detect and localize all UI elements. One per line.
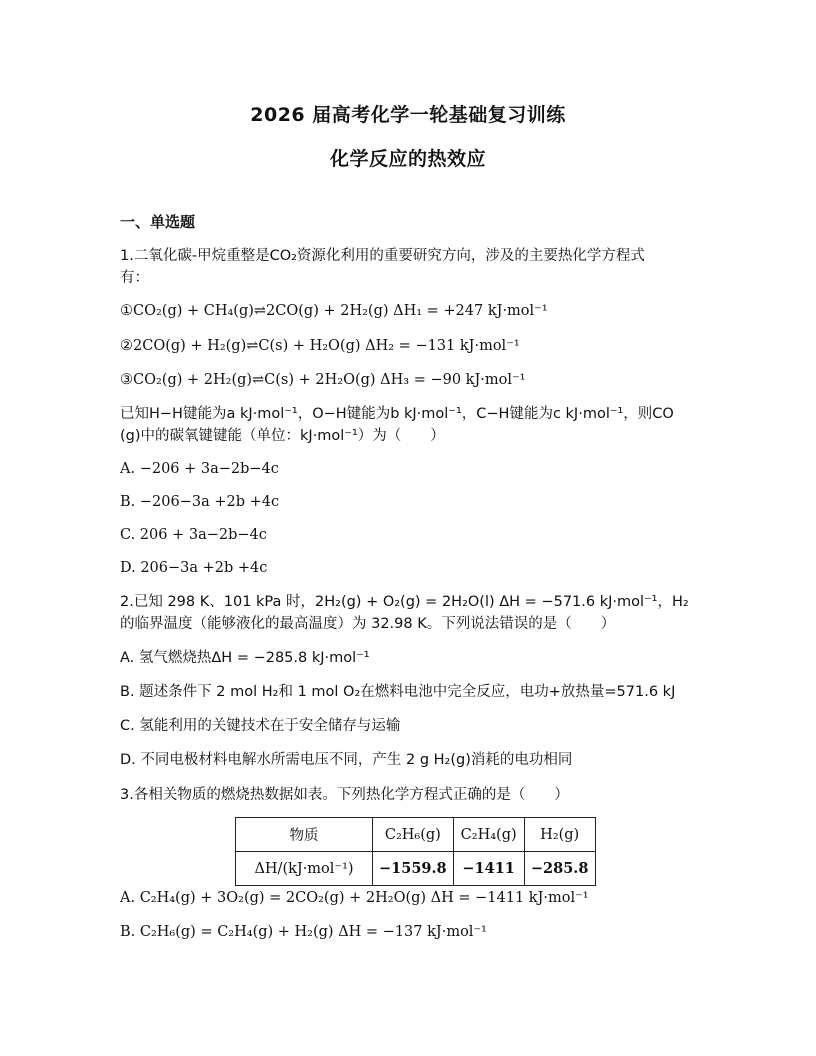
q1-equation-2: ②2CO(g) + H₂(g)⇌C(s) + H₂O(g) ΔH₂ = −131 kJ·mol⁻¹ xyxy=(120,338,520,354)
q1-stem-line1: 1.二氧化碳-甲烷重整是CO₂资源化利用的重要研究方向，涉及的主要热化学方程式 xyxy=(120,248,645,264)
q1-option-b: B. −206−3a +2b +4c xyxy=(120,494,280,510)
q1-given-line1: 已知H−H键能为a kJ·mol⁻¹，O−H键能为b kJ·mol⁻¹，C−H键能为c kJ·mol⁻¹，则CO xyxy=(120,406,674,422)
table-cell: −1411 xyxy=(453,852,524,886)
q3-option-b: B. C₂H₆(g) = C₂H₄(g) + H₂(g) ΔH = −137 kJ·mol⁻¹ xyxy=(120,924,487,940)
table-header-cell: 物质 xyxy=(236,818,373,852)
q2-option-d: D. 不同电极材料电解水所需电压不同，产生 2 g H₂(g)消耗的电功相同 xyxy=(120,752,573,768)
table-row xyxy=(236,852,596,886)
q2-option-a: A. 氢气燃烧热ΔH = −285.8 kJ·mol⁻¹ xyxy=(120,650,370,666)
combustion-heat-table xyxy=(235,817,596,886)
q1-given-line2: (g)中的碳氧键键能（单位：kJ·mol⁻¹）为（ ） xyxy=(120,428,445,444)
table-header-cell: C₂H₄(g) xyxy=(453,818,524,852)
q1-option-c: C. 206 + 3a−2b−4c xyxy=(120,527,267,543)
section-heading: 一、单选题 xyxy=(120,213,196,231)
q2-option-c: C. 氢能利用的关键技术在于安全储存与运输 xyxy=(120,718,401,734)
q2-stem-line1: 2.已知 298 K、101 kPa 时，2H₂(g) + O₂(g) = 2H₂O(l) ΔH = −571.6 kJ·mol⁻¹，H₂ xyxy=(120,594,689,610)
table-header-cell: C₂H₆(g) xyxy=(373,818,454,852)
q1-equation-1: ①CO₂(g) + CH₄(g)⇌2CO(g) + 2H₂(g) ΔH₁ = +247 kJ·mol⁻¹ xyxy=(120,303,548,319)
q1-stem-line2: 有： xyxy=(120,270,149,286)
q1-equation-3: ③CO₂(g) + 2H₂(g)⇌C(s) + 2H₂O(g) ΔH₃ = −90 kJ·mol⁻¹ xyxy=(120,372,526,388)
document-title: 2026 届高考化学一轮基础复习训练 xyxy=(250,104,566,126)
q2-stem-line2: 的临界温度（能够液化的最高温度）为 32.98 K。下列说法错误的是（ ） xyxy=(120,616,616,632)
document-subtitle: 化学反应的热效应 xyxy=(329,148,486,170)
q2-option-b: B. 题述条件下 2 mol H₂和 1 mol O₂在燃料电池中完全反应，电功+放热量=571.6 kJ xyxy=(120,684,676,700)
q1-option-a: A. −206 + 3a−2b−4c xyxy=(120,461,279,477)
table-header-cell: H₂(g) xyxy=(524,818,595,852)
q3-stem: 3.各相关物质的燃烧热数据如表。下列热化学方程式正确的是（ ） xyxy=(120,787,569,803)
table-cell: −285.8 xyxy=(524,852,595,886)
table-row-label: ΔH/(kJ·mol⁻¹) xyxy=(236,852,373,886)
table-header-row xyxy=(236,818,596,852)
q1-option-d: D. 206−3a +2b +4c xyxy=(120,560,268,576)
table-cell: −1559.8 xyxy=(373,852,454,886)
q3-option-a: A. C₂H₄(g) + 3O₂(g) = 2CO₂(g) + 2H₂O(g) ΔH = −1411 kJ·mol⁻¹ xyxy=(120,890,589,906)
